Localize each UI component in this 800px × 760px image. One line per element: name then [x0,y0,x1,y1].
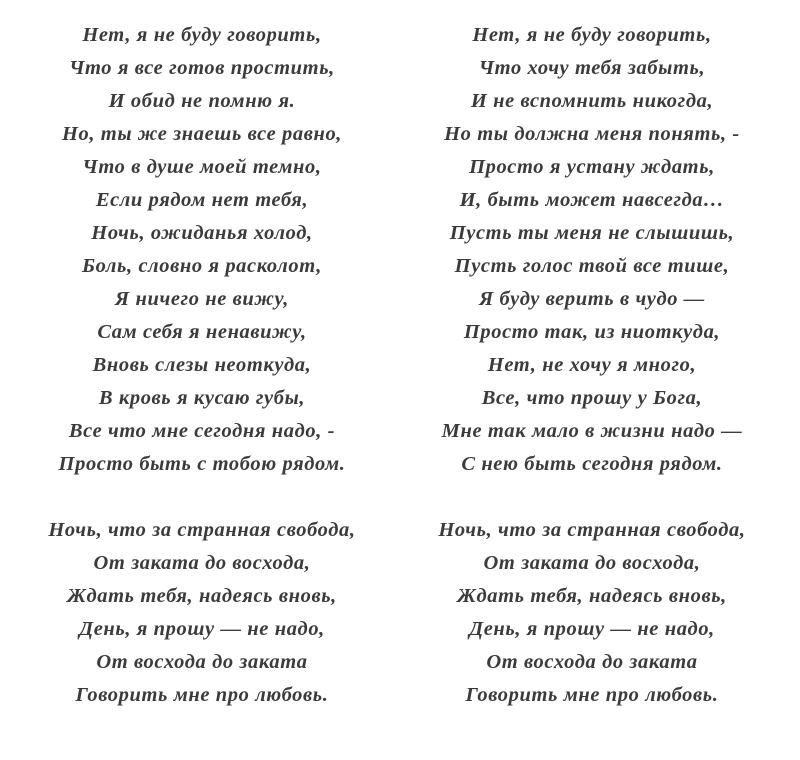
poem-column-right [412,19,772,712]
poem-line: Нет, я не буду говорить, [472,24,712,46]
poem-line: Что хочу тебя забыть, [478,57,706,79]
poem-line: Говорить мне про любовь. [75,684,329,706]
poem-line: Ждать тебя, надеясь вновь, [457,585,727,607]
poem-line: Но ты должна меня понять, - [444,123,740,145]
poem-line: Просто быть с тобою рядом. [58,453,346,475]
poem-line: Нет, я не буду говорить, [82,24,322,46]
poem-line: От восхода до заката [96,651,308,673]
poem-line: И обид не помню я. [108,90,296,112]
poem-line: Ждать тебя, надеясь вновь, [67,585,337,607]
poem-line: День, я прошу — не надо, [79,618,325,640]
poem-line: Сам себя я ненавижу, [97,321,307,343]
poem-line: Мне так мало в жизни надо — [441,420,743,442]
poem-line: От заката до восхода, [93,552,311,574]
poem-line: В кровь я кусаю губы, [98,387,306,409]
poem-line: И не вспомнить никогда, [470,90,714,112]
poem-line: Просто я устану ждать, [469,156,715,178]
poem-line: Пусть голос твой все тише, [454,255,730,277]
poem-line: Вновь слезы неоткуда, [92,354,312,376]
stanza-verse [22,19,382,481]
poem-line: Ночь, ожиданья холод, [91,222,313,244]
poem-line: Я буду верить в чудо — [479,288,705,310]
poem-line: Пусть ты меня не слышишь, [449,222,735,244]
poem-line: От восхода до заката [486,651,698,673]
poem-line: День, я прошу — не надо, [469,618,715,640]
poem-column-left [22,19,382,712]
poem-line: От заката до восхода, [483,552,701,574]
poem-line: Все что мне сегодня надо, - [68,420,336,442]
poem-line: Если рядом нет тебя, [95,189,309,211]
poem-line: Ночь, что за странная свобода, [438,519,746,541]
poem-line: Боль, словно я расколот, [81,255,323,277]
poem-line: Говорить мне про любовь. [465,684,719,706]
poem-line: Просто так, из ниоткуда, [463,321,721,343]
poem-line: Но, ты же знаешь все равно, [61,123,343,145]
poem-line: Что в душе моей темно, [82,156,322,178]
poem-line: И, быть может навсегда… [459,189,725,211]
poem-line: Нет, не хочу я много, [487,354,697,376]
poem-line: Я ничего не вижу, [115,288,289,310]
stanza-verse [412,19,772,481]
poem-line: С нею быть сегодня рядом. [461,453,723,475]
poem-line: Что я все готов простить, [69,57,335,79]
poem-line: Все, что прошу у Бога, [481,387,703,409]
stanza-chorus [22,514,382,712]
stanza-chorus [412,514,772,712]
poem-line: Ночь, что за странная свобода, [48,519,356,541]
